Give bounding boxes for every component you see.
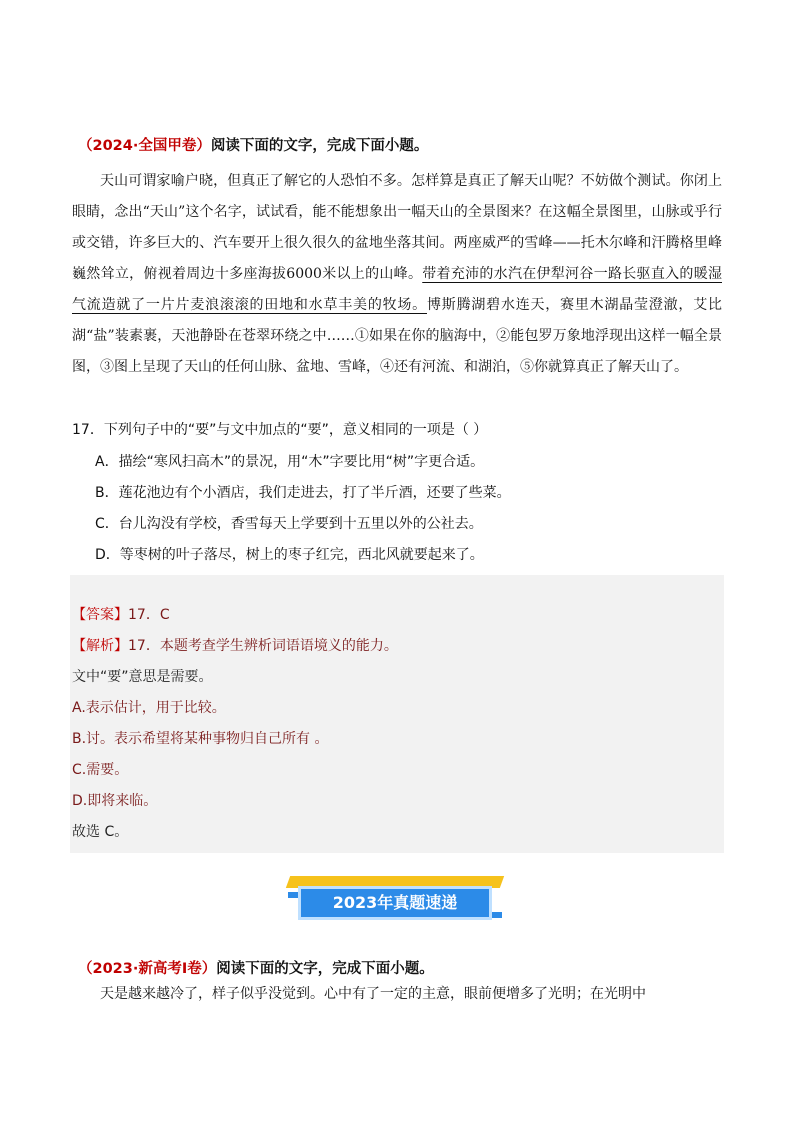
source-open-paren: （: [78, 138, 93, 154]
source2-close-paren: ）: [201, 961, 217, 977]
option-c: C．台儿沟没有学校，香雪每天上学要到十五里以外的公社去。: [95, 516, 483, 532]
section-banner: [288, 876, 502, 922]
banner-label: 2023年真题速递: [332, 893, 458, 912]
analysis-tag: 【解析】: [72, 638, 128, 654]
answer-text: 17．C: [128, 607, 170, 623]
analysis-text: 17．本题考查学生辨析词语语境义的能力。: [128, 638, 398, 654]
passage-underlined-sentence: 带着充沛的水汽在伊犁河谷一路长驱直入的暖湿气流造就了一片片麦浪滚滚的田地和水草丰美的牧场。: [72, 266, 722, 313]
option-b: B．莲花池边有个小酒店，我们走进去，打了半斤酒，还要了些菜。: [95, 485, 511, 501]
banner-notch-left: [288, 892, 298, 898]
analysis-line: [72, 631, 398, 661]
analysis-b: B.讨。表示希望将某种事物归自己所有 。: [72, 731, 329, 747]
passage-2-start: 天是越来越冷了，样子似乎没觉到。心中有了一定的主意，眼前便增多了光明；在光明中: [100, 986, 646, 1002]
analysis-c: C.需要。: [72, 762, 129, 778]
answer-tag: 【答案】: [72, 607, 128, 623]
reading-passage: [72, 166, 722, 383]
source-close-paren: ）: [196, 138, 211, 154]
analysis-conclusion: 故选 C。: [72, 824, 129, 840]
instruction-text: 阅读下面的文字，完成下面小题。: [210, 138, 429, 154]
analysis-a: A.表示估计，用于比较。: [72, 700, 226, 716]
answer-line: [72, 600, 170, 630]
analysis-meaning: 文中“要”意思是需要。: [72, 669, 213, 685]
instruction2-text: 阅读下面的文字，完成下面小题。: [216, 961, 434, 977]
question-17: 17．下列句子中的“要”与文中加点的“要”，意义相同的一项是（ ）: [72, 422, 488, 438]
passage-part-1: 天山可谓家喻户晓，但真正了解它的人恐怕不多。怎样算是真正了解天山呢？不妨做个测试。你闭上眼睛，念出“天山”这个名字，试试看，能不能想象出一幅天山的全景图来？在这幅全景图里，山脉或乎行或交错，许多巨大的、汽车要开上很久很久的盆地坐落其间。两座威严的雪峰——托木尔峰和汗腾格里峰巍然耸立，俯视着周边十多座海拔6000米以上的山峰。: [72, 173, 722, 282]
source2-open-paren: （: [78, 961, 93, 977]
option-d: D．等枣树的叶子落尽，树上的枣子红完，西北风就要起来了。: [95, 547, 484, 563]
analysis-d: D.即将来临。: [72, 793, 158, 809]
source-line-2023: [78, 957, 434, 978]
source-line-2024: [78, 134, 428, 155]
source-tag: 2024·全国甲卷: [92, 138, 197, 154]
passage-part-2: 博斯腾湖碧水连天，赛里木湖晶莹澄澈，艾比湖“盐”装素裹，天池静卧在苍翠环绕之中……①如果在你的脑海中，②能包罗万象地浮现出这样一幅全景图，③图上呈现了天山的任何山脉、盆地、雪峰，④还有河流、和湖泊，⑤你就算真正了解天山了。: [72, 297, 723, 375]
option-a: A．描绘“寒风扫高木”的景况，用“木”字要比用“树”字更合适。: [95, 454, 485, 470]
banner-notch-right: [492, 912, 502, 918]
source2-tag: 2023·新高考Ⅰ卷: [92, 961, 202, 977]
